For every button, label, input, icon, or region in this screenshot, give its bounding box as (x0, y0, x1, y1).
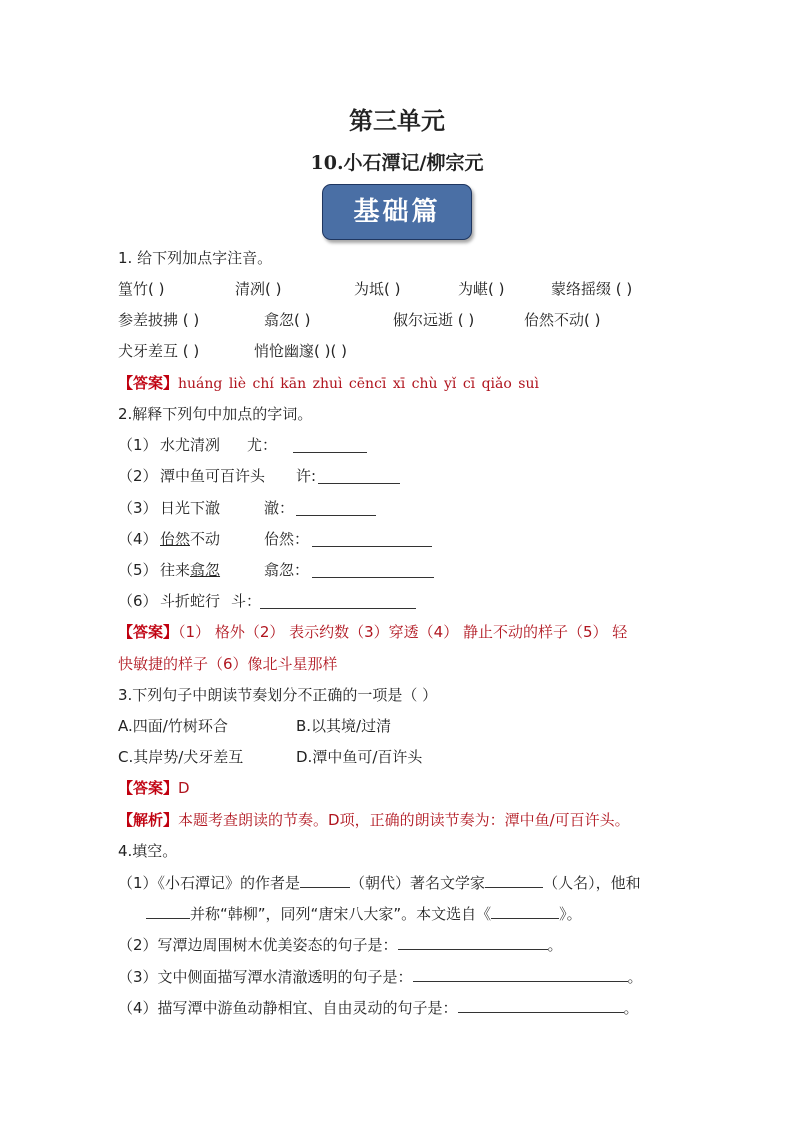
answer-tag: 【答案】 (118, 779, 179, 797)
answer-blank[interactable] (300, 872, 350, 888)
q4-line-1 (118, 872, 641, 893)
text: （人名），他和 (543, 874, 641, 892)
q1-item: 篁竹( ) (118, 280, 165, 298)
sentence-pre: 往来 (160, 561, 191, 579)
answer-blank[interactable] (312, 562, 434, 578)
underlined-word: 佁然 (160, 530, 191, 548)
text: （3）文中侧面描写潭水清澈透明的句子是： (118, 968, 413, 986)
q2-answer-cont: 快敏捷的样子（6）像北斗星那样 (118, 655, 338, 673)
item-word: 斗： (231, 592, 262, 610)
q1-item: 为坻( ) (354, 280, 401, 298)
answer-tag: 【答案】 (118, 374, 179, 392)
answer-blank[interactable] (413, 966, 628, 982)
text: （2）写潭边周围树木优美姿态的句子是： (118, 936, 398, 954)
answer-blank[interactable] (260, 593, 416, 609)
q1-item: 清冽( ) (235, 280, 282, 298)
answer-blank[interactable] (491, 903, 559, 919)
q4-line-3 (118, 934, 563, 955)
lesson-title: 10.小石潭记/柳宗元 (310, 152, 484, 174)
item-sentence: 日光下澈 (160, 499, 221, 517)
section-banner: 基础篇 (322, 184, 472, 240)
q1-item: 蒙络摇缀 ( ) (551, 280, 633, 298)
item-number: （5） (118, 561, 158, 579)
item-sentence (160, 560, 220, 580)
text: （朝代）著名文学家 (350, 874, 486, 892)
option-b: B.以其境/过清 (296, 717, 392, 735)
q1-item: 翕忽( ) (264, 311, 311, 329)
item-word: 许: (296, 467, 317, 485)
q3-analysis (118, 810, 630, 830)
answer-blank[interactable] (146, 903, 190, 919)
sentence-rest: 不动 (190, 530, 221, 548)
q4-line-2 (146, 903, 582, 924)
q2-prompt: 2.解释下列句中加点的字词。 (118, 405, 313, 423)
unit-title: 第三单元 (349, 106, 445, 135)
q3-prompt: 3.下列句子中朗读节奏划分不正确的一项是（ ） (118, 686, 438, 704)
answer-blank[interactable] (485, 872, 543, 888)
item-number: （4） (118, 530, 158, 548)
item-word: 佁然： (264, 530, 310, 548)
text: （1）《小石潭记》的作者是 (118, 874, 301, 892)
option-a: A.四面/竹树环合 (118, 717, 228, 735)
item-number: （2） (118, 467, 158, 485)
q1-item: 佁然不动( ) (524, 311, 601, 329)
item-number: （1） (118, 436, 158, 454)
analysis-text: 本题考查朗读的节奏。D项，正确的朗读节奏为：潭中鱼/可百许头。 (178, 811, 630, 829)
text: 。 (547, 936, 563, 954)
q4-line-5 (118, 997, 639, 1018)
underlined-word: 翕忽 (190, 561, 221, 579)
answer-blank[interactable] (398, 934, 548, 950)
answer-blank[interactable] (458, 997, 624, 1013)
answer-blank[interactable] (293, 437, 367, 453)
q2-answer (118, 622, 627, 642)
option-d: D.潭中鱼可/百许头 (296, 748, 423, 766)
answer-blank[interactable] (318, 468, 400, 484)
text: 。 (623, 999, 639, 1017)
item-number: （3） (118, 499, 158, 517)
item-sentence: 水尤清冽 (160, 436, 221, 454)
text: 》。 (559, 905, 582, 923)
answer-blank[interactable] (296, 500, 376, 516)
text: 并称“韩柳”，同列“唐宋八大家”。本文选自《 (190, 905, 492, 923)
answer-blank[interactable] (312, 531, 432, 547)
q1-item: 参差披拂 ( ) (118, 311, 200, 329)
item-sentence: 斗折蛇行 (160, 592, 221, 610)
q1-item: 俶尔远逝 ( ) (393, 311, 475, 329)
q4-line-4 (118, 966, 643, 987)
option-c: C.其岸势/犬牙差互 (118, 748, 244, 766)
answer-tag: 【答案】 (118, 623, 179, 641)
answer-text: D (178, 779, 190, 797)
analysis-tag: 【解析】 (118, 811, 179, 829)
answer-text: （1） 格外（2） 表示约数（3）穿透（4） 静止不动的样子（5） 轻 (178, 623, 628, 641)
item-word: 翕忽： (264, 561, 310, 579)
item-sentence (160, 529, 220, 549)
q1-item: 为嵁( ) (458, 280, 505, 298)
q1-prompt: 1. 给下列加点字注音。 (118, 249, 273, 267)
answer-text: huáng liè chí kān zhuì cēncī xī chù yǐ cī qiǎo suì (178, 376, 539, 392)
q1-item: 悄怆幽邃( )( ) (254, 342, 347, 360)
q4-prompt: 4.填空。 (118, 842, 178, 860)
text: （4）描写潭中游鱼动静相宜、自由灵动的句子是： (118, 999, 458, 1017)
text: 。 (627, 968, 643, 986)
item-word: 澈： (264, 499, 295, 517)
item-sentence: 潭中鱼可百许头 (160, 467, 266, 485)
q3-answer (118, 778, 190, 798)
q1-item: 犬牙差互 ( ) (118, 342, 200, 360)
item-number: （6） (118, 592, 158, 610)
item-word: 尤： (247, 436, 278, 454)
q1-answer (118, 373, 539, 394)
